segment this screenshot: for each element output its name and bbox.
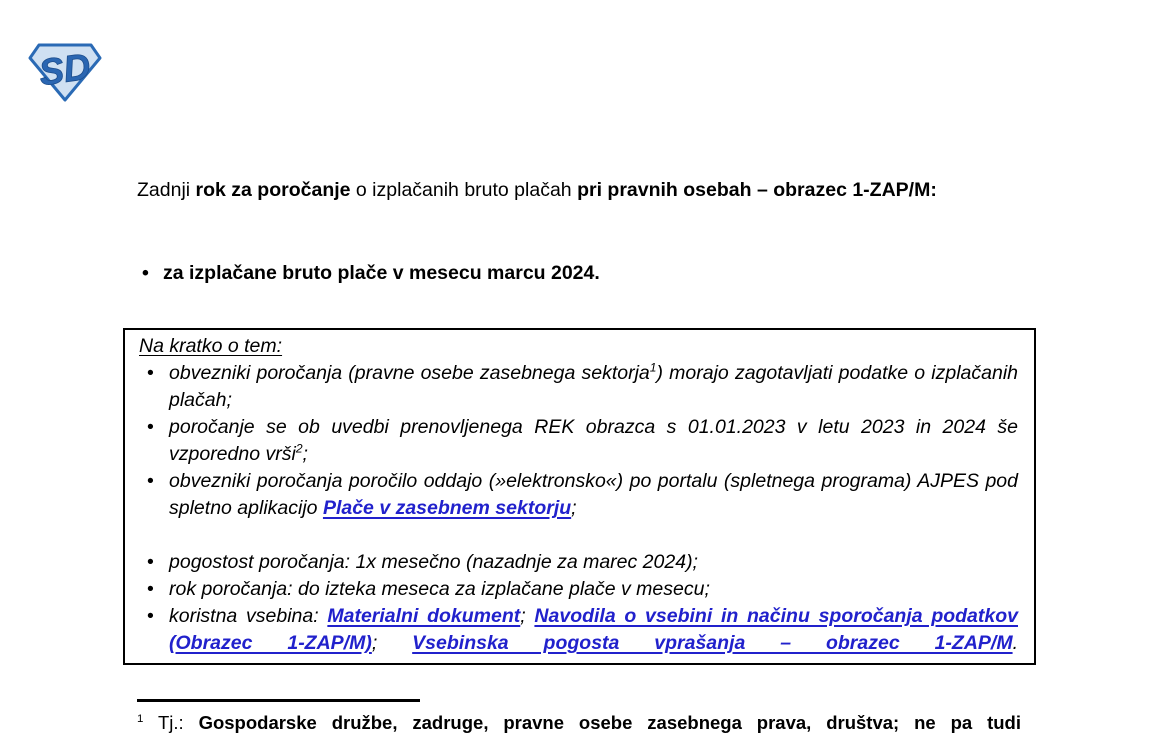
sd-logo: [28, 42, 102, 102]
footnote-text: Tj.: Gospodarske družbe, zadruge, pravne osebe zasebnega prava, društva; ne pa tudi: [143, 712, 1021, 733]
footnote-1: [137, 708, 1021, 738]
box-bullet-pogostost: • pogostost poročanja: 1x mesečno (nazadnje za marec 2024);: [139, 549, 1018, 576]
box-bullet-obvezniki-zagotavljati: • obvezniki poročanja (pravne osebe zasebnega sektorja$^1$) morajo zagotavljati podatke o izplačanih plačah;: [139, 360, 1018, 414]
box-bullet-koristna-vsebina: • koristna vsebina: Materialni dokument; Navodila o vsebini in načinu sporočanja podatkov (Obrazec 1-ZAP/M); Vsebinska pogosta vprašanja – obrazec 1-ZAP/M.: [139, 603, 1018, 657]
box-bullet-oddaja-porocila: • obvezniki poročanja poročilo oddajo (»elektronsko«) po portalu (spletnega programa) AJPES pod spletno aplikacijo Plače v zasebnem sektorju;: [139, 468, 1018, 522]
box-bullet-rok: • rok poročanja: do izteka meseca za izplačane plače v mesecu;: [139, 576, 1018, 603]
box-heading: Na kratko o tem:: [139, 335, 283, 357]
summary-box: [123, 328, 1036, 665]
box-bullet-porocanje-vzporedno: • poročanje se ob uvedbi prenovljenega REK obrazca s 01.01.2023 v letu 2023 in 2024 še vzporedno vrši$^2$;: [139, 414, 1018, 468]
intro-paragraph: Zadnji rok za poročanje o izplačanih bruto plačah pri pravnih osebah – obrazec 1-ZAP/M:: [137, 179, 937, 201]
intro-bullet-item: [140, 260, 1020, 287]
vsebinska-pogosta-vprasanja-link[interactable]: Vsebinska pogosta vprašanja – obrazec 1-ZAP/M: [412, 632, 1013, 654]
intro-bullet-text: za izplačane bruto plače v mesecu marcu 2024.: [163, 262, 600, 284]
sd-shield-icon: [28, 42, 102, 102]
logo-letters: SD: [36, 45, 93, 94]
place-v-zasebnem-sektorju-link[interactable]: Plače v zasebnem sektorju: [322, 497, 572, 519]
navodila-o-vsebini-link[interactable]: Navodila o vsebini in načinu sporočanja podatkov (Obrazec 1-ZAP/M): [169, 605, 1018, 654]
materialni-dokument-link[interactable]: Materialni dokument: [327, 605, 521, 627]
footnote-separator: [137, 699, 420, 702]
footnote-marker: 1: [137, 712, 144, 725]
